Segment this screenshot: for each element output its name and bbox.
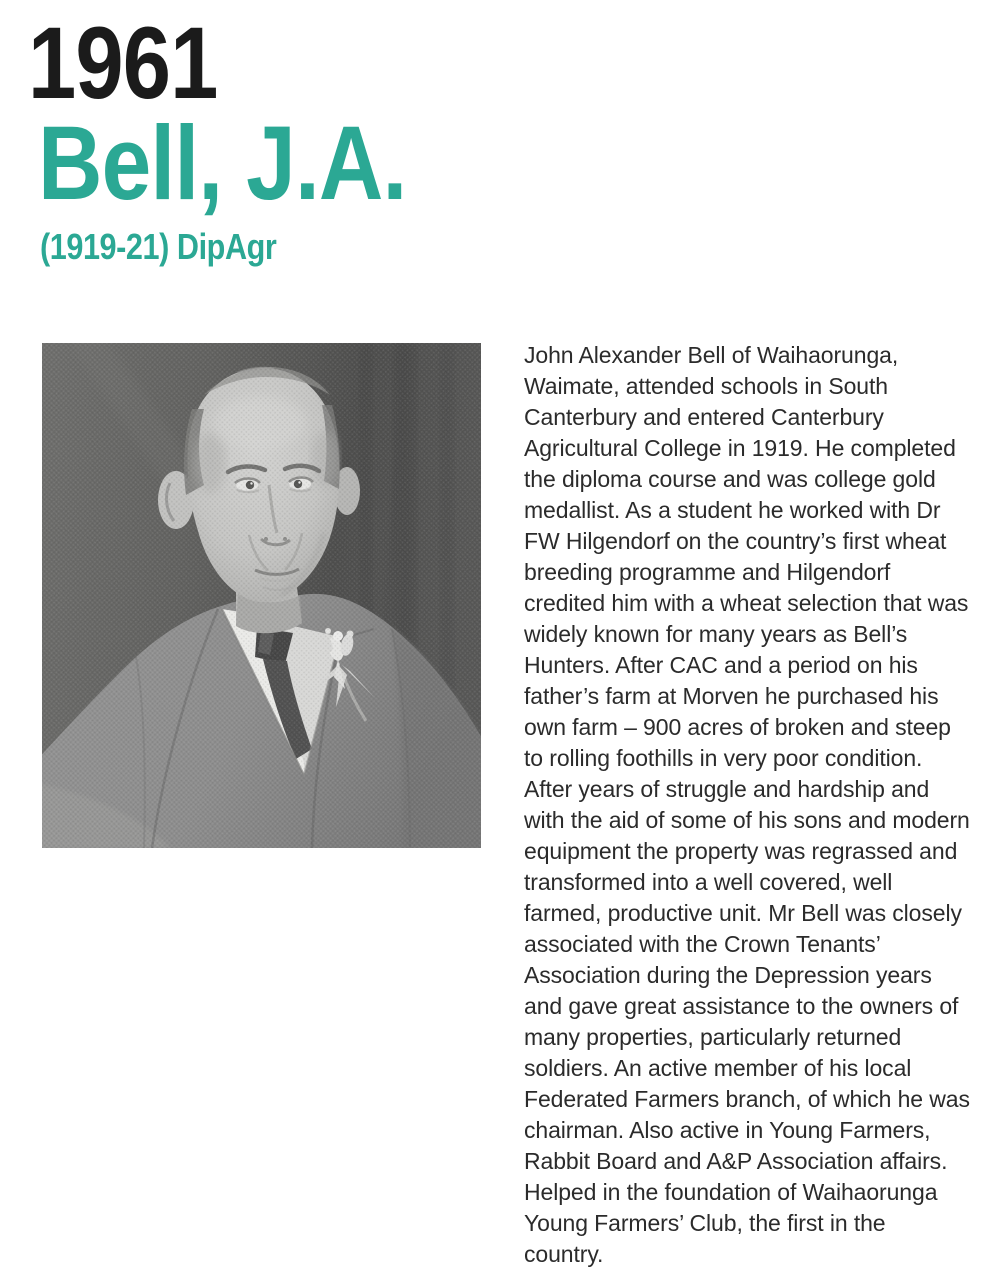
portrait-illustration	[42, 343, 481, 848]
name-heading: Bell, J.A.	[38, 105, 407, 222]
biography-text: John Alexander Bell of Waihaorunga, Waimate, attended schools in South Canterbury and entered Canterbury Agricultural College in 1919. He completed the diploma course and was college gold medallist. As a student he worked with Dr FW Hilgendorf on the country’s first wheat breeding programme and Hilgendorf credited him with a wheat selection that was widely known for many years as Bell’s Hunters. After CAC and a period on his father’s farm at Morven he purchased his own farm – 900 acres of broken and steep to rolling foothills in very poor condition. After years of struggle and hardship and with the aid of some of his sons and modern equipment the property was regrassed and transformed into a well covered, well farmed, productive unit. Mr Bell was closely associated with the Crown Tenants’ Association during the Depression years and gave great assistance to the owners of many properties, particularly returned soldiers. An active member of his local Federated Farmers branch, of which he was chairman. Also active in Young Farmers, Rabbit Board and A&P Association affairs. Helped in the foundation of Waihaorunga Young Farmers’ Club, the first in the country.	[524, 342, 970, 1267]
year-heading: 1961	[28, 6, 218, 120]
portrait-photo	[42, 343, 481, 848]
credential-subheading: (1919-21) DipAgr	[40, 226, 277, 267]
